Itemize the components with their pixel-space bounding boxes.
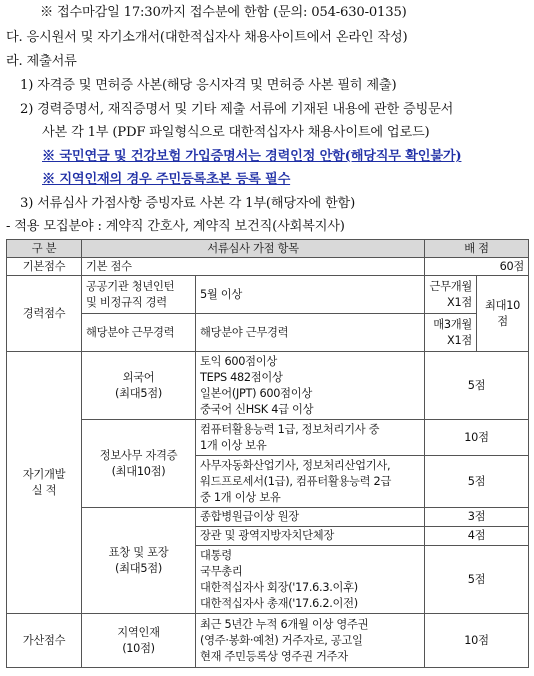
award-1: 종합병원급이상 원장 [196,508,425,527]
basic-item: 기본 점수 [82,258,425,276]
bonus-points-table [6,239,529,668]
deadline-note: ※ 접수마감일 17:30까지 접수분에 한함 (문의: 054-630-0135) [40,5,407,20]
local-talent-points: 10점 [425,614,529,668]
award-label: 표창 및 포장 (최대5점) [82,508,196,614]
award-3-points: 5점 [425,546,529,614]
cert-2-points: 5점 [425,456,529,508]
cert-1-items: 컴퓨터활용능력 1급, 정보처리기사 중 1개 이상 보유 [196,420,425,456]
doc-2-cont: 사본 각 1부 (PDF 파일형식으로 대한적십자사 채용사이트에 업로드) [42,125,430,140]
pension-note: ※ 국민연금 및 건강보험 가입증명서는 경력인정 안함(해당직무 확인불가) [42,149,462,164]
career-item-2: 해당분야 근무경력 [82,314,196,352]
local-talent-label: 지역인재 (10점) [82,614,196,668]
header-category: 구 분 [7,240,82,258]
career-item-1: 공공기관 청년인턴 및 비정규직 경력 [82,276,196,314]
table-row [7,314,529,352]
table-row [7,420,529,456]
career-points-2: 매3개월 X1점 [425,314,477,352]
cert-label: 정보사무 자격증 (최대10점) [82,420,196,508]
self-dev-label: 자기개발 실 적 [7,352,82,614]
doc-2: 2) 경력증명서, 재직증명서 및 기타 제출 서류에 기재된 내용에 관한 증빙문서 [20,102,454,117]
lang-items: 토익 600점이상 TEPS 482점이상 일본어(JPT) 600점이상 중국어 신HSK 4급 이상 [196,352,425,420]
item-ra: 라. 제출서류 [6,54,77,69]
career-max: 최대10점 [477,276,529,352]
lang-label: 외국어 (최대5점) [82,352,196,420]
doc-1: 1) 자격증 및 면허증 사본(해당 응시자격 및 면허증 사본 필히 제출) [20,78,397,93]
applicable-fields: - 적용 모집분야 : 계약직 간호사, 계약직 보건직(사회복지사) [6,219,345,234]
table-row [7,276,529,314]
item-da: 다. 응시원서 및 자기소개서(대한적십자사 채용사이트에서 온라인 작성) [6,30,408,45]
table-row [7,352,529,420]
table-header-row [7,240,529,258]
table-row [7,508,529,527]
header-points: 배 점 [425,240,529,258]
career-cond-1: 5월 이상 [196,276,425,314]
cert-1-points: 10점 [425,420,529,456]
award-2: 장관 및 광역지방자치단체장 [196,527,425,546]
award-2-points: 4점 [425,527,529,546]
table-row [7,614,529,668]
doc-3: 3) 서류심사 가점사항 증빙자료 사본 각 1부(해당자에 한함) [20,196,356,211]
table-row [7,258,529,276]
bonus-label: 가산점수 [7,614,82,668]
award-1-points: 3점 [425,508,529,527]
basic-points: 60점 [425,258,529,276]
local-talent-note: ※ 지역인재의 경우 주민등록초본 등록 필수 [42,172,291,187]
local-talent-items: 최근 5년간 누적 6개월 이상 영주권 (영주·봉화·예천) 거주자로, 공고일 현재 주민등록상 영주권 거주자 [196,614,425,668]
award-3-items: 대통령 국무총리 대한적십자사 회장('17.6.3.이후) 대한적십자사 총재('17.6.2.이전) [196,546,425,614]
cert-2-items: 사무자동화산업기사, 정보처리산업기사, 워드프로세서(1급), 컴퓨터활용능력 2급 중 1개 이상 보유 [196,456,425,508]
career-label: 경력점수 [7,276,82,352]
basic-label: 기본점수 [7,258,82,276]
career-points-1: 근무개월 X1점 [425,276,477,314]
career-cond-2: 해당분야 근무경력 [196,314,425,352]
header-items: 서류심사 가점 항목 [82,240,425,258]
lang-points: 5점 [425,352,529,420]
